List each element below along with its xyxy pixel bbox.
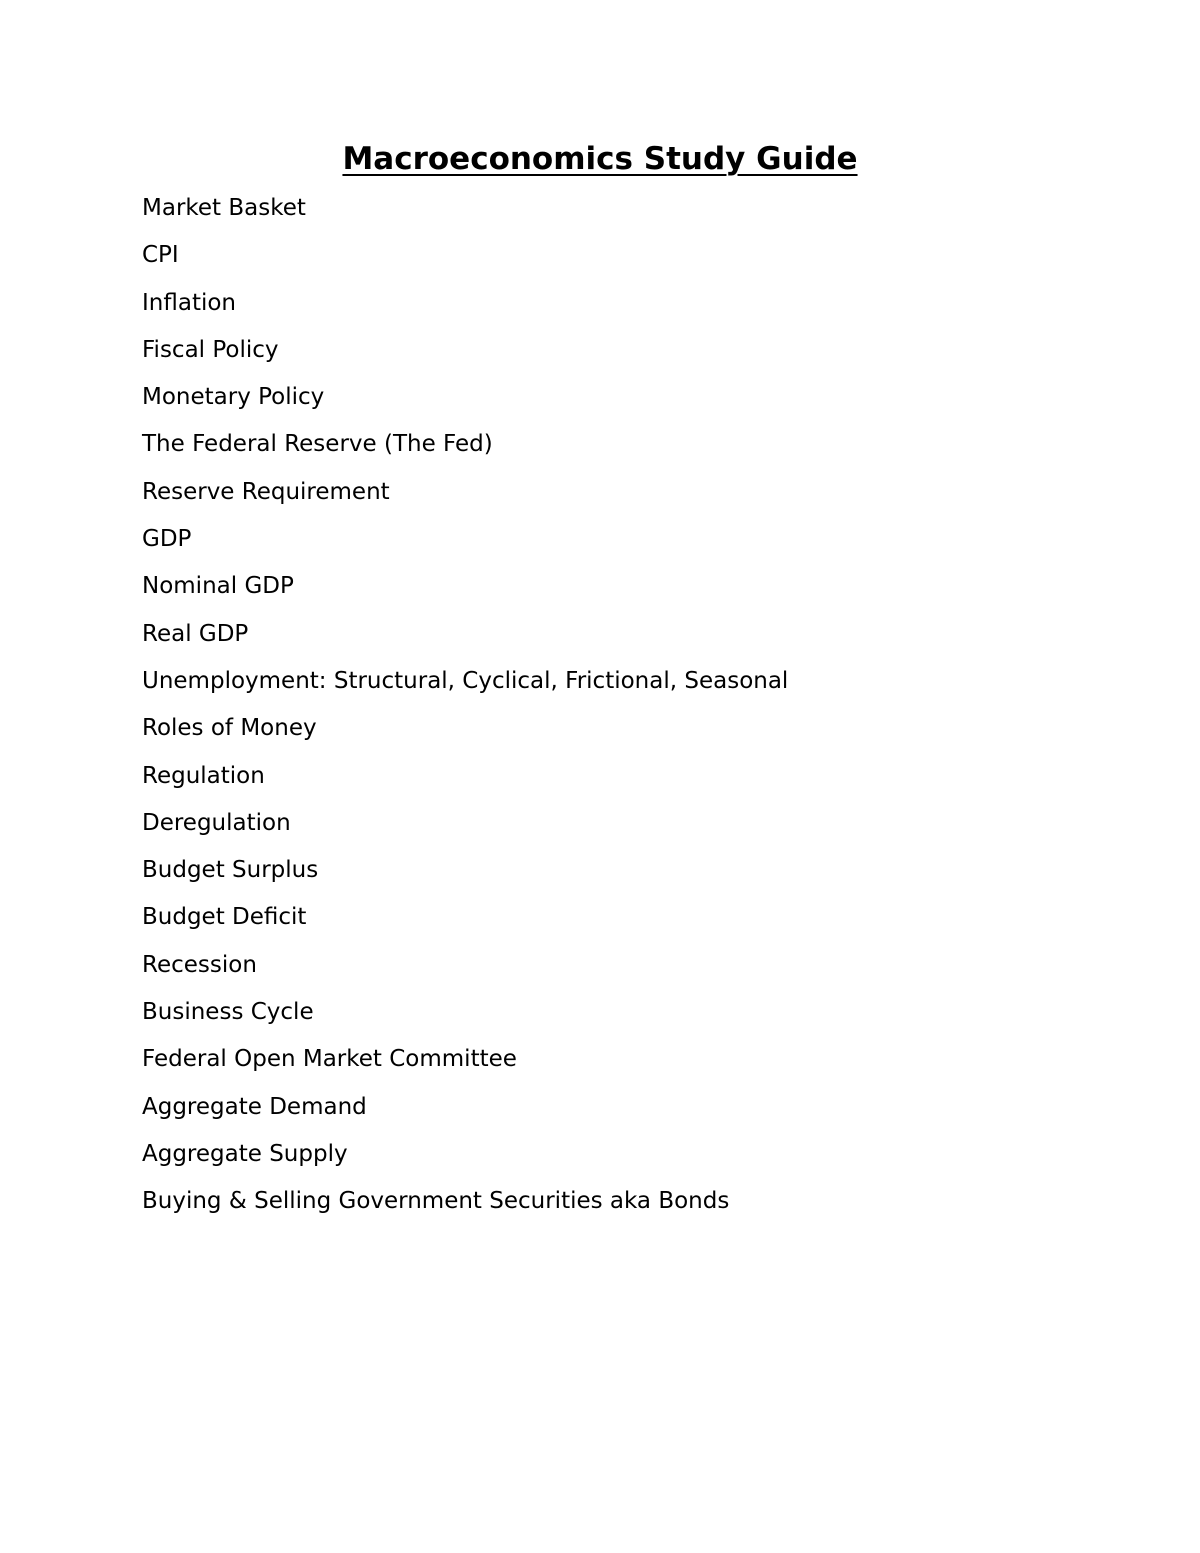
list-item: Regulation [142, 762, 265, 789]
list-item: Business Cycle [142, 999, 314, 1026]
list-item: The Federal Reserve (The Fed) [142, 431, 493, 458]
list-item: Budget Deficit [142, 904, 307, 931]
list-item: Deregulation [142, 809, 291, 836]
list-item: Aggregate Demand [142, 1093, 367, 1120]
page-title: Macroeconomics Study Guide [342, 141, 858, 177]
list-item: Unemployment: Structural, Cyclical, Frictional, Seasonal [142, 667, 789, 694]
list-item: Inflation [142, 289, 236, 316]
list-item: Budget Surplus [142, 857, 319, 884]
list-item: Roles of Money [142, 715, 317, 742]
list-item: Buying & Selling Government Securities aka Bonds [142, 1188, 730, 1215]
list-item: Federal Open Market Committee [142, 1046, 517, 1073]
list-item: Nominal GDP [142, 573, 294, 600]
list-item: Aggregate Supply [142, 1140, 348, 1167]
list-item: Real GDP [142, 620, 249, 647]
list-item: Fiscal Policy [142, 336, 279, 363]
list-item: Market Basket [142, 195, 306, 221]
list-item: Monetary Policy [142, 384, 325, 411]
list-item: Reserve Requirement [142, 478, 390, 505]
term-list [142, 194, 788, 1235]
list-item: CPI [142, 242, 179, 269]
list-item: GDP [142, 526, 192, 553]
list-item: Recession [142, 951, 257, 978]
